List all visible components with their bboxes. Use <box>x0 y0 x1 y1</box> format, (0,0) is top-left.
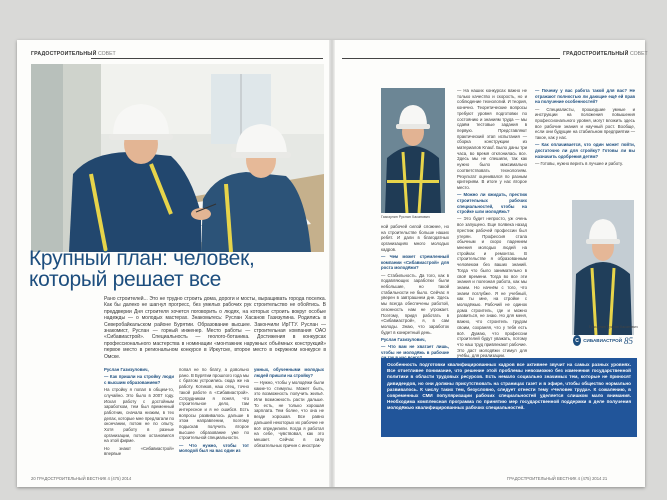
portrait-caption-1: Газизулин Руслан Хасанович <box>381 215 430 219</box>
interview-answer: — На наших конкурсах важно не только качество и скорость, но и соблюдение технологий. И теория, конечно. Теоретические вопросы требуют уровня подготовки по состоянию и знаниям труда — мы сдаём тестовые задания в первую. Представляют практический этап испытания — сборка конструкции из материалов Knauf. Было даны три часа, во время отклонилась все. Здесь мы не спешили, так как нужно было максимально соответствовать технологиям. Результат оценивался по разным критериям. В итоге у нас второе место. <box>457 88 527 190</box>
left-running-head: ГРАДОСТРОИТЕЛЬНЫЙ СОВЕТ <box>31 51 116 57</box>
interview-question: — Почему у вас работа такой для вас? Не отражают полностью ли дающие ещё ей прав на получение особенностей? <box>535 88 635 105</box>
left-column-3 <box>254 367 324 472</box>
logo-mark-icon: С <box>573 335 581 346</box>
blue-info-banner: Особенность подготовки квалифицированных кадров все активнее звучит на самых разных уровнях. Все отчетливее понимание, что решение этой проблемы невозможно без изменения государственной политики в области трудовых ресурсов. Есть немало социально значимых тем, которые не приносят дивидендов, но они должны присутствовать на страницах газет и в эфире, чтобы общество нормально развивалось. К числу таких тем, безусловно, следует отнести тему «Человек труда». К сожалению, в современных СМИ популяризации рабочих специальностей уделяется слишком мало внимания. Необходима комплексная программа по принятию мер государственной поддержки в деле получения молодёжью квалифицированных рабочих специальностей. <box>381 358 637 437</box>
right-column-2 <box>457 88 527 359</box>
right-column-3 <box>535 88 635 196</box>
interview-question: Руслан Газизулович, <box>381 336 426 342</box>
interview-question: умных, обученными молодых людей пришли на стройку? <box>254 367 324 378</box>
company-logo: С СИБАВИАСТРОЙ 85 <box>573 334 633 347</box>
interview-answer: — Нужно, чтобы у молодёжи были какие-то стимулы. Может быть, это возможность получить жильё. Или возможность расти дальше. То есть, не только хорошая зарплата. Тем более, что она не везде хорошая. Все равно дальшей некоторых их рабочие не всё определили. Когда я работал на себе, чувствовал, как это мешает. Сейчас в силу обязательных причин с инострак- <box>254 379 324 448</box>
interview-question: — Как оплачивается, что один может пойти, достаточно ли для стройку? Готовы ли вы назначить одобрения детям? <box>535 142 635 159</box>
interview-question: — Чем может стремленный компании «Сибавиастрой» для роста молодёжи? <box>381 254 449 271</box>
interview-answer: — Стабильность. Да того, как в подавляющих заработки были небольшие, но такой стабильности не было. Сейчас я уверен в завтрашнем дне. Здесь мы всегда обеспечены работой, сезонность нам не угрожает. Поэтому, придя работать в «Сибавиастрой», я, в сам молоды. Знаю, что заработок будет в конкретный день. <box>381 272 449 335</box>
interview-question: — Что вам не хватает лишь, чтобы не молодёжь в рабочие <box>381 344 449 355</box>
interview-question: — Что нужно, чтобы тот молодой был на вас один из <box>179 442 249 454</box>
page-fold <box>329 40 335 487</box>
interview-answer: — Специалисты, прошедшие умные и инструкции на положения повышения профессионального уровня, могут вложить здесь все рабочие знания и научный рост. Вообще, если они будущие на стабильном предприятии — такое, как у нас. <box>535 106 635 141</box>
right-head-rule <box>342 58 560 59</box>
interview-answer: ной рабочей силой сложнее, но на строительстве больше наших ребят. И дали в благодатных организациях много молодых кадров. <box>381 224 449 252</box>
right-footer: ГРАДОСТРОИТЕЛЬНЫЙ ВЕСТНИК 4 (475) 2014 21 <box>507 476 608 481</box>
interview-question: — Можно ли ожидать, престиж строительных рабочих специальностей, чтобы на стройке шли молодёжь? <box>457 192 527 215</box>
interview-answer: попал не по блату, а довольно рано. В Бурятии прошлого года мы с братом устроились сюда же на работу. Котиков, наш отец, точно такой работе в «Сибавиастрой». Сотрудником я понял, что строительное дело, там интересное и я не ошибся. Есть вопросы развивалось дальше в этом направлении, поэтому подыскав получить второе высшее образование уже по строительной специальности. <box>179 367 249 441</box>
portrait-photo-2 <box>572 200 634 335</box>
interview-question: — Как пришли на стройку люди с высшим образованием? <box>104 374 174 385</box>
portrait-caption-2: Газизулин Руслан Хасанович <box>589 325 638 329</box>
left-column-2 <box>179 367 249 472</box>
left-head-rule <box>91 58 323 59</box>
interview-answer: Но знают «Сибавиастрой» впервые <box>104 445 174 457</box>
interview-answer: На стройку я попал в общем-то, случайно. Это было в 2007 году. Искал работу с достойным заработком, тем был временный работник, сначала низким, в тех делах, которые мне предлагали по окончании, потом не по опыту. Хотя работу в разные организации, потом остановился на этой фирме. <box>104 387 174 444</box>
right-running-head: ГРАДОСТРОИТЕЛЬНЫЙ СОВЕТ <box>563 51 648 57</box>
left-column-1 <box>104 367 174 472</box>
interview-answer: — Это будет непросто, уж очень все запущено. Еще полвека назад престиж рабочей профессии был утерян. Профессия стала обычным и скоро падением мнения молодых людей на стройках и ремонтах. В строительстве я образованным человеком без ваших знаний. Тогда что было занимательно в своё времени. Тогда во все эти знания и полезная работа, как мы знаем. Но начнём с того, что знаем поглубже. Я не учебный, как ты мне, на стройке с молодёжью. Рабочий не одинок дома строитель, где и можно развиться, не знаю. Но для меня, важно, что строитель трудом своим, сохраняя, что у тебя есть всё. Думаю, что профессии строителей будут уважать, потому что наш труд привлекают рабочие. Это даст молодёжи стимул для учёбы, для реализации. <box>457 216 527 359</box>
article-lead: Рано строителей... Это не трудно строить дома, дороги и мосты, выращивать города поселка. Как бы далеко не шагнул прогресс, без умелых рабочих рук строительство не обойтись. В преддверии Дня строителя хочется поговорить о людях, на которых строить вокруг особые надежды — о молодых мастерах. Знакомьтесь: Руслан Хасанов Газизулина. Родились в Северобайкальском районе Бурятии. Образование высшее. Закончили ИрГТУ. Руслан — знакомист, Руслан — горный инженер. Место работы — строительная компания ОАО «Сибавиастрой». Специальность — геолого-ботаника. Достижения в конкурсах профессионального мастерства в номинации «монтажник наружных объёмных конструкций» первое место в региональном конкурсе в Иркутске, второе место в окружном конкурсе в Омске. <box>104 296 326 360</box>
interview-answer: — Готовы, нужно верить в лучшее и работу. <box>535 160 623 166</box>
left-footer: 20 ГРАДОСТРОИТЕЛЬНЫЙ ВЕСТНИК 4 (475) 2014 <box>31 476 132 481</box>
right-column-1 <box>381 224 449 355</box>
interview-question: Руслан Газизулович, <box>104 367 149 372</box>
article-title: Крупный план: человек, который решает все <box>29 247 255 291</box>
magazine-spread <box>17 40 648 487</box>
portrait-photo-1 <box>381 88 445 213</box>
main-photo-workers <box>31 64 324 252</box>
